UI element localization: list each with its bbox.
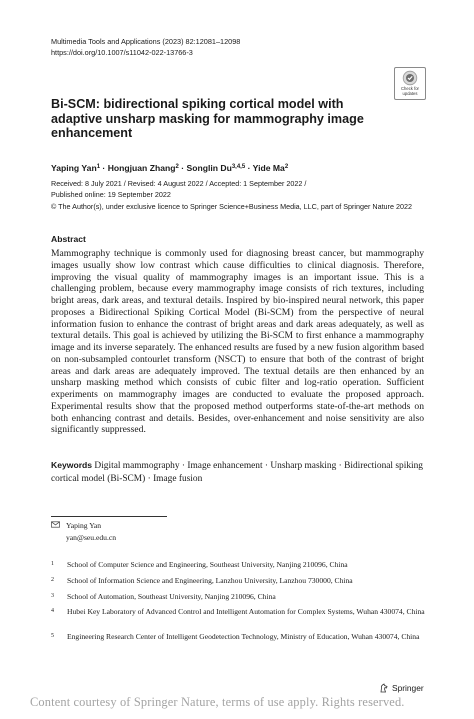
history-dates: Received: 8 July 2021 / Revised: 4 August 2022 / Accepted: 1 September 2022 /: [51, 179, 307, 188]
affiliation-number: 2: [51, 577, 54, 583]
publisher-name: Springer: [392, 683, 424, 693]
affiliation-text: School of Computer Science and Engineering, Southeast University, Nanjing 210096, China: [67, 560, 348, 569]
paper-title: Bi-SCM: bidirectional spiking cortical model with adaptive unsharp masking for mammography image enhancement: [51, 97, 364, 141]
author-name[interactable]: Yide Ma: [252, 163, 285, 173]
abstract-text: Mammography technique is commonly used for diagnosing breast cancer, but mammography images usually show low contrast which cause difficulties to clinical diagnosis. Therefore, improving the visual quality of mammography images is an important issue. This is a challenging problem, because every mammography image consists of rich textures, including bright areas, dark areas, and textural details. Inspired by bio-inspired neural network, this paper proposes a Bidirectional Spiking Cortical Model (Bi-SCM) from the perspective of neural information fusion to enhance the contrast of bright areas and dark areas adequately, as well as textural details. This goal is achieved by utilizing the Bi-SCM to first enhance a mammography image and its inverse separately. The enhanced results are fused by a new fusion algorithm based on non-subsampled contourlet transform (NSCT) to ensure that both of the contrast of bright areas and dark areas are adequately improved. The textual details are then enhanced by an unsharp masking method which consists of cubic filter and log-ratio operation. Sufficient experiments on mammography images are conducted to evaluate the proposed approach. Experimental results show that the proposed method outperforms state-of-the-art methods on both enhancing contrast and details. Besides, over-enhancement and noise sensitivity are also significantly suppressed.: [51, 248, 424, 436]
affiliation-text: Engineering Research Center of Intelligent Geodetection Technology, Ministry of Education, Wuhan 430074, China: [67, 632, 420, 641]
author-affiliation-mark: 1: [96, 164, 101, 170]
affiliation-number: 4: [51, 608, 54, 614]
doi-link[interactable]: https://doi.org/10.1007/s11042-022-13766-3: [51, 47, 193, 57]
affiliation-item: [51, 592, 426, 603]
check-for-updates-badge[interactable]: [394, 67, 426, 100]
abstract-heading: Abstract: [51, 234, 86, 244]
check-for-updates-label: Check for updates: [401, 86, 419, 96]
published-date: Published online: 19 September 2022: [51, 190, 171, 200]
keywords-label: Keywords: [51, 460, 93, 470]
footnote-divider: [51, 516, 167, 517]
article-history: [51, 178, 441, 212]
journal-header: [51, 37, 240, 58]
publisher-logo: [379, 683, 424, 693]
affiliation-text: Hubei Key Laboratory of Advanced Control and Intelligent Automation for Complex Systems, Wuhan 430074, China: [67, 607, 425, 616]
keywords-text: Digital mammography · Image enhancement · Unsharp masking · Bidirectional spiking cortical model (Bi-SCM) · Image fusion: [51, 461, 423, 485]
affiliation-number: 1: [51, 561, 54, 567]
affiliation-item: [51, 560, 426, 571]
affiliation-number: 5: [51, 633, 54, 639]
affiliation-item: [51, 576, 426, 587]
courtesy-watermark: Content courtesy of Springer Nature, terms of use apply. Rights reserved.: [30, 695, 405, 709]
affiliation-text: School of Automation, Southeast University, Nanjing 210096, China: [67, 592, 276, 601]
author-affiliation-mark: 2: [175, 164, 179, 170]
check-for-updates-icon: [402, 70, 418, 86]
corresponding-author-name: Yaping Yan: [66, 521, 102, 530]
author-affiliation-mark: 2: [284, 164, 289, 170]
keywords-section: [51, 459, 424, 486]
author-affiliation-mark: 3,4,5: [231, 164, 246, 170]
author-name[interactable]: Hongjuan Zhang: [107, 163, 176, 173]
copyright-line: © The Author(s), under exclusive licence to Springer Science+Business Media, LLC, part of Springer Nature 2022: [51, 201, 412, 211]
author-list: Yaping Yan$^1$ · Hongjuan Zhang$^2$ · Songlin Du$^{3,4,5}$ · Yide Ma$^2$: [51, 163, 289, 173]
affiliation-number: 3: [51, 593, 54, 599]
affiliation-item: [51, 632, 426, 643]
corresponding-author-email[interactable]: yan@seu.edu.cn: [66, 532, 117, 542]
envelope-icon: [51, 521, 60, 528]
affiliation-text: School of Information Science and Engineering, Lanzhou University, Lanzhou 730000, China: [67, 576, 353, 585]
journal-citation: Multimedia Tools and Applications (2023) 82:12081–12098: [51, 37, 241, 46]
author-name[interactable]: Yaping Yan: [51, 163, 97, 173]
corresponding-author: [51, 520, 116, 543]
author-name[interactable]: Songlin Du: [186, 163, 232, 173]
springer-horse-icon: [379, 683, 389, 693]
affiliation-item: [51, 607, 426, 618]
